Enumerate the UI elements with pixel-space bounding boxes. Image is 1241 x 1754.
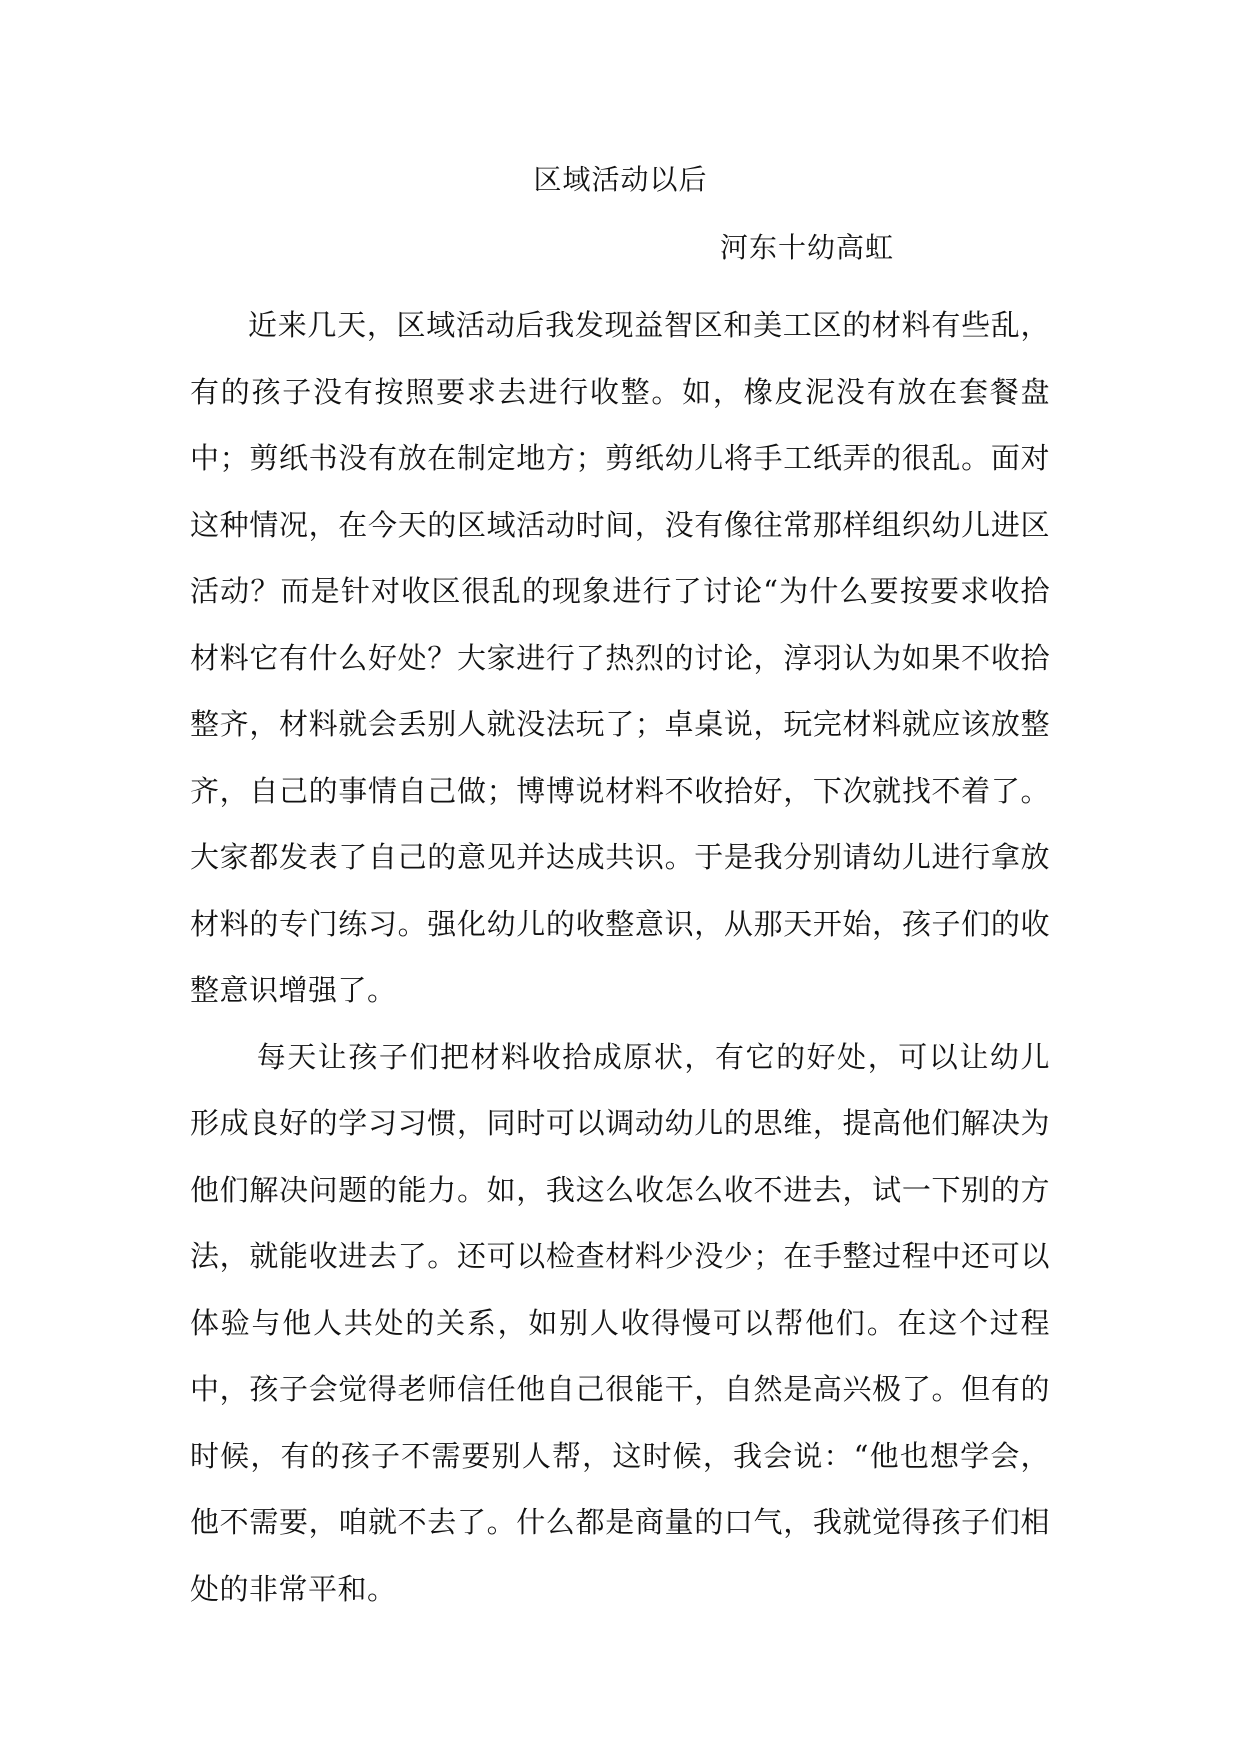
document-title: 区域活动以后 — [533, 163, 708, 196]
body-paragraph-1: 近来几天，区域活动后我发现益智区和美工区的材料有些乱，有的孩子没有按照要求去进行收整。如，橡皮泥没有放在套餐盘中；剪纸书没有放在制定地方；剪纸幼儿将手工纸弄的很乱。面对这种情况，在今天的区域活动时间，没有像往常那样组织幼儿进区活动？而是针对收区很乱的现象进行了讨论“为什么要按要求收拾材料它有什么好处？大家进行了热烈的讨论，淳羽认为如果不收拾整齐，材料就会丢别人就没法玩了；卓桌说，玩完材料就应该放整齐，自己的事情自己做；博博说材料不收拾好，下次就找不着了。大家都发表了自己的意见并达成共识。于是我分别请幼儿进行拿放材料的专门练习。强化幼儿的收整意识，从那天开始，孩子们的收整意识增强了。 — [190, 308, 1050, 1007]
body-paragraph-2: 每天让孩子们把材料收拾成原状，有它的好处，可以让幼儿形成良好的学习习惯，同时可以调动幼儿的思维，提高他们解决为他们解决问题的能力。如，我这么收怎么收不进去，试一下别的方法，就能收进去了。还可以检查材料少没少；在手整过程中还可以体验与他人共处的关系，如别人收得慢可以帮他们。在这个过程中，孩子会觉得老师信任他自己很能干，自然是高兴极了。但有的时候，有的孩子不需要别人帮，这时候，我会说：“他也想学会，他不需要，咱就不去了。什么都是商量的口气，我就觉得孩子们相处的非常平和。 — [190, 1039, 1050, 1606]
document-body — [190, 292, 1050, 1622]
document-author: 河东十幼高虹 — [720, 231, 895, 264]
